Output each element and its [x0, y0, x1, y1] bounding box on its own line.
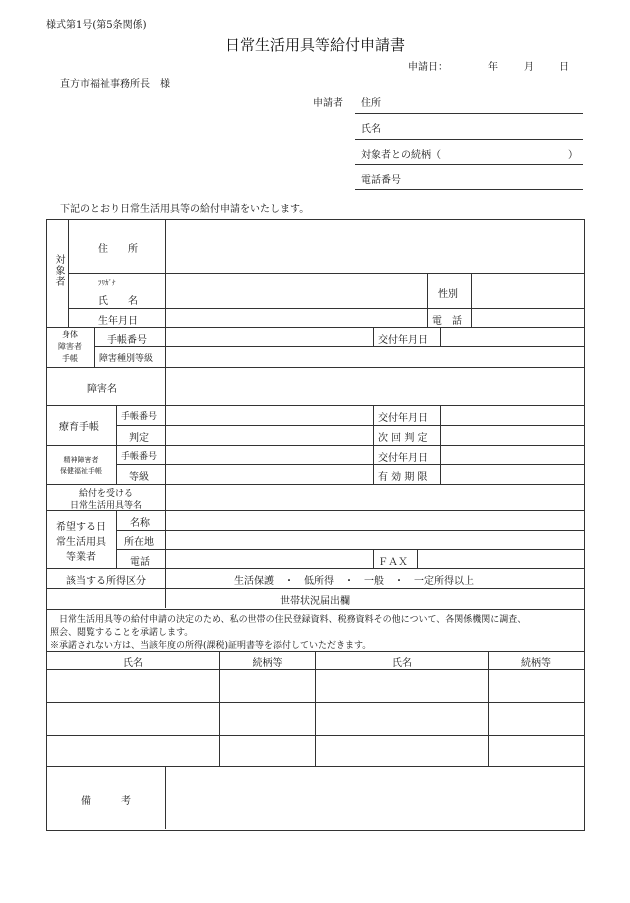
ryoiku-judgment-field[interactable]	[168, 427, 370, 443]
physical-handbook-label-1: 身体	[62, 330, 78, 339]
relationship-close: ）	[568, 150, 578, 161]
form-number: 様式第1号(第5条関係)	[46, 20, 147, 31]
household-col-relation-2: 続柄等	[521, 658, 551, 669]
applicant-phone-field[interactable]	[415, 167, 583, 189]
vendor-section-label-1: 希望する日	[56, 522, 106, 533]
mental-number-label: 手帳番号	[121, 452, 158, 462]
household-name-2-2[interactable]	[317, 704, 486, 733]
physical-handbook-label-3: 手帳	[62, 354, 78, 363]
birthdate-field[interactable]	[168, 310, 424, 326]
ryoiku-section-label: 療育手帳	[59, 422, 99, 433]
vendor-name-label: 名称	[130, 518, 150, 529]
vendor-section-label-2: 常生活用具	[56, 537, 106, 548]
physical-issue-date-field[interactable]	[443, 329, 580, 345]
consent-note: ※承諾されない方は、当該年度の所得(課税)証明書等を添付していただきます。	[50, 641, 372, 651]
household-relation-1-2[interactable]	[221, 704, 313, 733]
month-label: 月	[524, 62, 534, 73]
vendor-fax-label: ＦＡＸ	[378, 557, 408, 568]
ryoiku-next-judgment-label: 次 回 判 定	[378, 433, 428, 444]
application-month-field[interactable]	[498, 55, 520, 71]
household-name-1-1[interactable]	[48, 671, 217, 700]
mental-validity-field[interactable]	[443, 466, 580, 482]
mental-section-label-2: 保健福祉手帳	[60, 467, 102, 475]
subject-name-field[interactable]	[168, 276, 424, 306]
relationship-field[interactable]	[458, 142, 568, 164]
subject-section-label: 対象者	[53, 254, 64, 287]
vendor-phone-label: 電話	[130, 557, 150, 568]
household-relation-2-1[interactable]	[490, 671, 581, 700]
mental-grade-label: 等級	[129, 472, 149, 483]
household-name-2-3[interactable]	[317, 737, 486, 764]
physical-handbook-label-2: 障害者	[58, 342, 82, 351]
disability-name-label: 障害名	[87, 384, 117, 395]
vendor-name-field[interactable]	[168, 512, 580, 528]
physical-number-field[interactable]	[168, 329, 370, 345]
applicant-name-field[interactable]	[395, 116, 583, 138]
application-day-field[interactable]	[534, 55, 556, 71]
equipment-label-2: 日常生活用具等名	[69, 501, 142, 511]
mental-validity-label: 有 効 期 限	[378, 472, 428, 483]
household-relation-2-2[interactable]	[490, 704, 581, 733]
vendor-location-field[interactable]	[168, 532, 580, 548]
consent-line-2: 照会、閲覧することを承諾します。	[50, 628, 194, 638]
household-col-relation-1: 続柄等	[252, 658, 283, 669]
income-label: 該当する所得区分	[66, 576, 146, 587]
ryoiku-number-label: 手帳番号	[121, 412, 158, 422]
sex-field[interactable]	[474, 276, 580, 306]
disability-name-field[interactable]	[168, 370, 580, 403]
mental-issue-date-label: 交付年月日	[378, 453, 428, 464]
sex-label: 性別	[438, 289, 458, 300]
household-name-1-3[interactable]	[48, 737, 217, 764]
household-name-1-2[interactable]	[48, 704, 217, 733]
equipment-name-field[interactable]	[168, 487, 580, 508]
household-name-2-1[interactable]	[317, 671, 486, 700]
ryoiku-number-field[interactable]	[168, 407, 370, 423]
mental-issue-date-field[interactable]	[443, 447, 580, 463]
applicant-address-label: 住所	[361, 98, 381, 109]
remarks-label: 備 考	[81, 796, 131, 807]
applicant-address-field[interactable]	[395, 90, 583, 112]
mental-number-field[interactable]	[168, 447, 370, 463]
subject-phone-field[interactable]	[474, 310, 580, 326]
income-options[interactable]: 生活保護 ・ 低所得 ・ 一般 ・ 一定所得以上	[234, 576, 474, 587]
subject-address-field[interactable]	[168, 222, 580, 271]
household-relation-1-1[interactable]	[221, 671, 313, 700]
subject-address-label: 住 所	[98, 244, 138, 255]
ryoiku-issue-date-field[interactable]	[443, 407, 580, 423]
household-relation-2-3[interactable]	[490, 737, 581, 764]
household-col-name-2: 氏名	[392, 658, 412, 669]
household-relation-1-3[interactable]	[221, 737, 313, 764]
applicant-name-label: 氏名	[361, 124, 381, 135]
subject-phone-label: 電 話	[432, 316, 462, 327]
subject-name-label: 氏 名	[98, 296, 138, 307]
furigana-label: ﾌﾘｶﾞﾅ	[98, 279, 116, 287]
physical-grade-field[interactable]	[168, 348, 580, 365]
vendor-fax-field[interactable]	[420, 551, 580, 567]
addressee: 直方市福祉事務所長 様	[60, 79, 170, 90]
applicant-label: 申請者	[313, 98, 343, 109]
mental-grade-field[interactable]	[168, 466, 370, 482]
vendor-section-label-3: 等業者	[66, 552, 96, 563]
household-col-name-1: 氏名	[123, 658, 143, 669]
birthdate-label: 生年月日	[98, 316, 138, 327]
vendor-phone-field[interactable]	[168, 551, 370, 567]
ryoiku-next-judgment-field[interactable]	[443, 427, 580, 443]
relationship-label: 対象者との続柄（	[361, 150, 441, 161]
physical-grade-label: 障害種別等級	[99, 354, 154, 364]
intro-text: 下記のとおり日常生活用具等の給付申請をいたします。	[60, 204, 310, 215]
consent-line-1: 日常生活用具等の給付申請の決定のため、私の世帯の住民登録資料、税務資料その他について、各関係機関に調査、	[50, 615, 527, 625]
vendor-location-label: 所在地	[124, 537, 154, 548]
applicant-phone-label: 電話番号	[361, 175, 401, 186]
physical-number-label: 手帳番号	[107, 335, 147, 346]
ryoiku-issue-date-label: 交付年月日	[378, 413, 428, 424]
remarks-field[interactable]	[168, 769, 580, 827]
page-title: 日常生活用具等給付申請書	[224, 36, 405, 54]
application-year-field[interactable]	[458, 55, 480, 71]
day-label: 日	[559, 62, 569, 73]
year-label: 年	[488, 62, 498, 73]
physical-issue-date-label: 交付年月日	[378, 335, 428, 346]
equipment-label-1: 給付を受ける	[78, 489, 133, 499]
household-title: 世帯状況届出欄	[280, 596, 350, 607]
application-date-label: 申請日：	[408, 62, 448, 73]
ryoiku-judgment-label: 判定	[129, 433, 149, 444]
mental-section-label-1: 精神障害者	[63, 456, 99, 464]
